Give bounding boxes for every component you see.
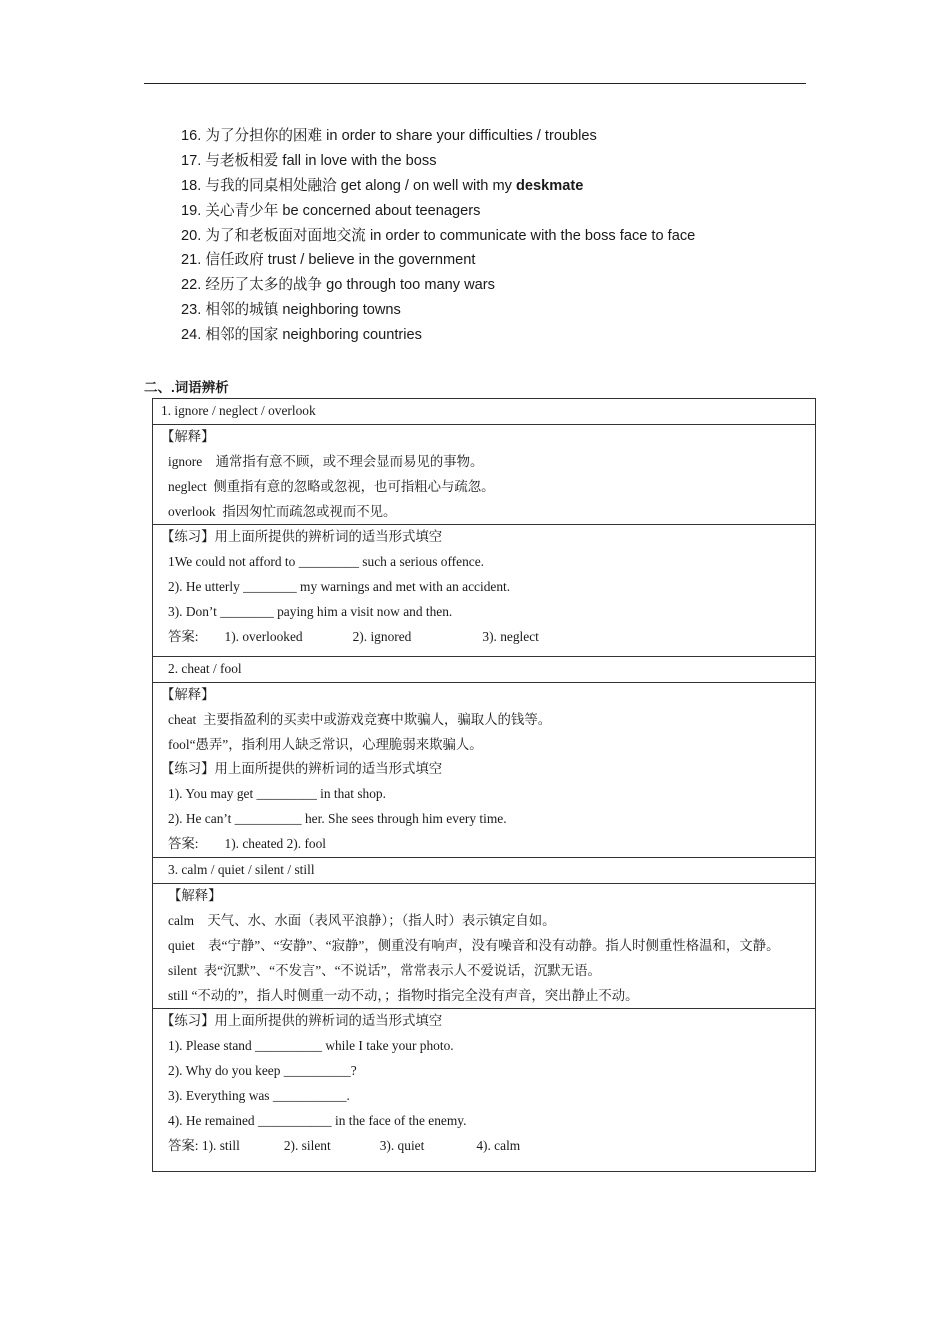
word-analysis-table — [152, 398, 816, 1172]
table-row — [153, 858, 816, 884]
practice-cell: 【练习】用上面所提供的辨析词的适当形式填空 1). Please stand __________ while I take your photo. 2). Why do you keep __________? 3). Everything was ___________. 4). He remained ___________ in the face of the enemy. 答案: 1). still 2). silent 3). quiet 4). calm — [153, 1009, 816, 1171]
table-row — [153, 525, 816, 656]
explain-cell: 【解释】 cheat 主要指盈利的买卖中或游戏竞赛中欺骗人，骗取人的钱等。 fool“愚弄”，指利用人缺乏常识，心理脆弱来欺骗人。 【练习】用上面所提供的辨析词的适当形式填空 1). You may get _________ in that shop. 2). He can’t __________ her. She sees through him every time. 答案: 1). cheated 2). fool — [153, 682, 816, 857]
list-item: 23. 相邻的城镇 neighboring towns — [181, 302, 401, 319]
list-item: 16. 为了分担你的困难 in order to share your difficulties / troubles — [181, 128, 597, 144]
practice-cell: 【练习】用上面所提供的辨析词的适当形式填空 1We could not afford to _________ such a serious offence. 2). He utterly ________ my warnings and met with an accident. 3). Don’t ________ paying him a visit now and then. 答案: 1). overlooked 2). ignored 3). neglect — [153, 525, 816, 656]
list-item: 20. 为了和老板面对面地交流 in order to communicate with the boss face to face — [181, 227, 696, 244]
phrase-list — [181, 124, 695, 348]
answer-line: 答案: 1). cheated 2). fool — [168, 836, 327, 852]
list-item: 24. 相邻的国家 neighboring countries — [181, 327, 422, 344]
table-row — [153, 1009, 816, 1171]
table-row — [153, 424, 816, 525]
bold-word: deskmate — [515, 177, 584, 194]
list-item: 17. 与老板相爱 fall in love with the boss — [181, 152, 437, 169]
answer-line: 答案: 1). overlooked 2). ignored 3). neglect — [168, 629, 539, 645]
explain-cell: 【解释】 ignore 通常指有意不顾，或不理会显而易见的事物。 neglect 侧重指有意的忽略或忽视，也可指粗心与疏忽。 overlook 指因匆忙而疏忽或视而不见。 — [153, 424, 816, 525]
list-item: 21. 信任政府 trust / believe in the government — [181, 252, 476, 269]
answer-line: 答案: 1). still 2). silent 3). quiet 4). calm — [168, 1137, 521, 1153]
table-row — [153, 682, 816, 857]
list-item: 18. 与我的同桌相处融洽 get along / on well with my deskmate — [181, 177, 584, 194]
header-rule — [144, 83, 806, 84]
table-row — [153, 883, 816, 1008]
table-row — [153, 656, 816, 682]
list-item: 19. 关心青少年 be concerned about teenagers — [181, 202, 481, 219]
group-header: 1. ignore / neglect / overlook — [153, 399, 816, 425]
explain-cell: 【解释】 calm 天气、水、水面（表风平浪静）；（指人时）表示镇定自如。 quiet 表“宁静”、“安静”、“寂静”，侧重没有响声，没有噪音和没有动静。指人时侧重性格温和，文静。 silent 表“沉默”、“不发言”、“不说话”，常常表示人不爱说话，沉默无语。 still “不动的”，指人时侧重一动不动，；指物时指完全没有声音，突出静止不动。 — [153, 883, 816, 1008]
section-title: 二、.词语辨析 — [144, 380, 229, 395]
list-item: 22. 经历了太多的战争 go through too many wars — [181, 277, 495, 294]
table-row — [153, 399, 816, 425]
group-header: 3. calm / quiet / silent / still — [153, 858, 816, 884]
group-header: 2. cheat / fool — [153, 656, 816, 682]
